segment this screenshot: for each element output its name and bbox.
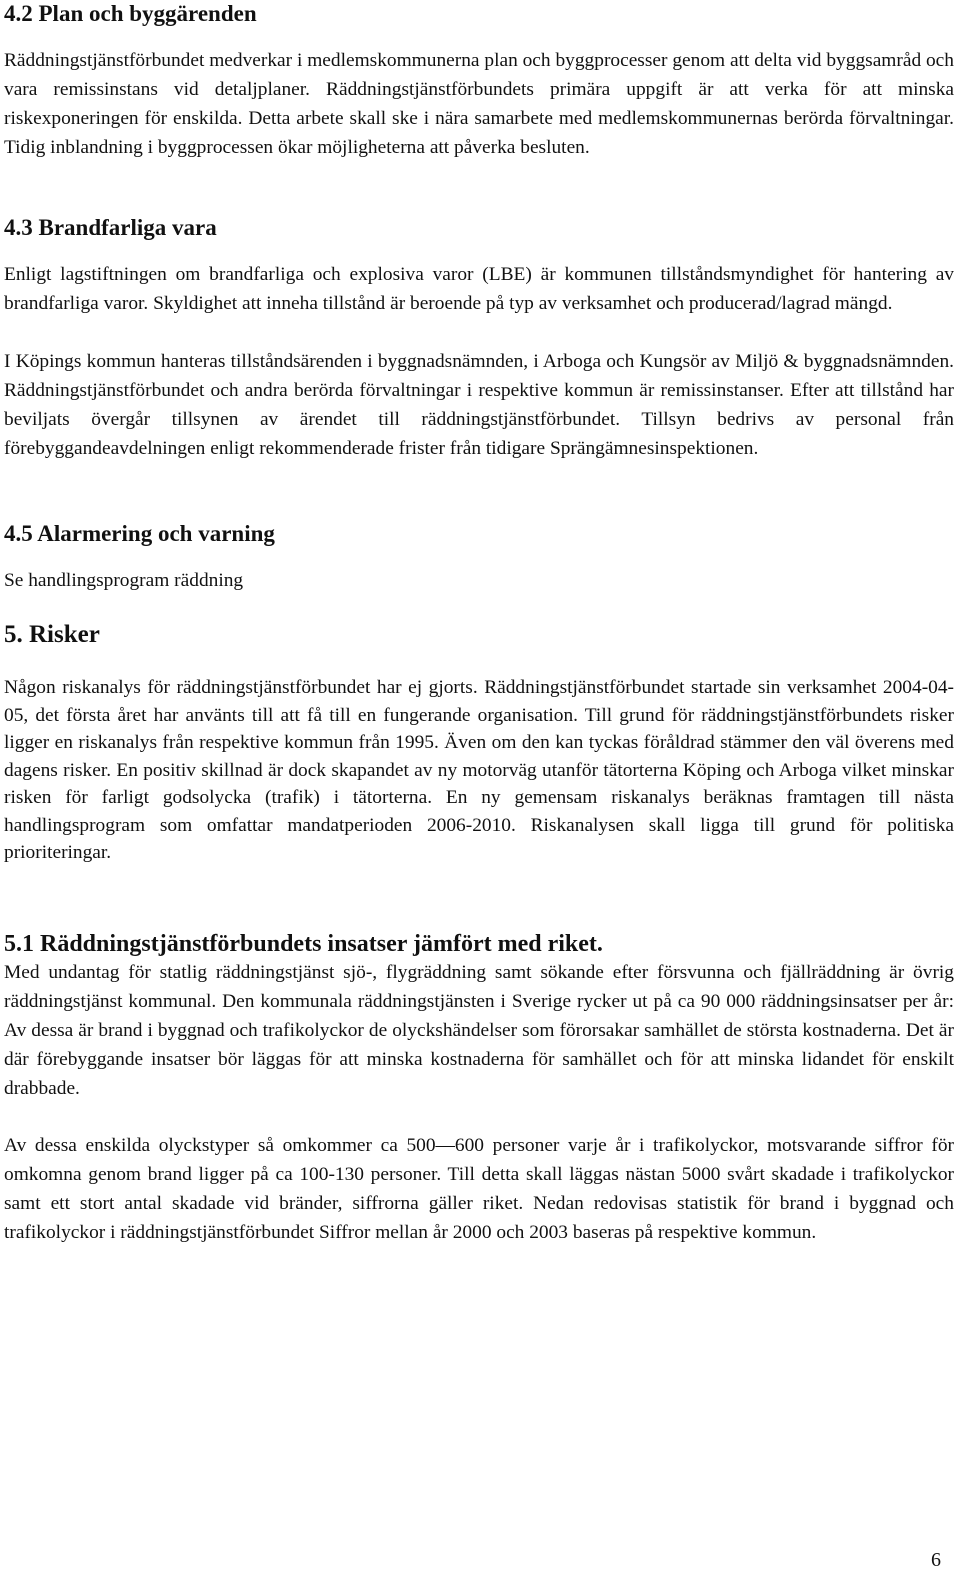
- section-body-4-3-para2: I Köpings kommun hanteras tillståndsärenden i byggnadsnämnden, i Arboga och Kungsör av Miljö & byggnadsnämnden. Räddningstjänstförbundet och andra berörda förvaltningar i respektive kommun är remissinstanser. Efter att tillstånd har beviljats övergår tillsynen av ärendet till räddningstjänstförbundet. Tillsyn bedrivs av personal från förebyggandeavdelningen enligt rekommenderade frister från tidigare Sprängämnesinspektionen.: [4, 351, 954, 459]
- section-heading-5-1: 5.1 Räddningstjänstförbundets insatser jämfört med riket.: [4, 931, 603, 957]
- section-body-4-3-para1: Enligt lagstiftningen om brandfarliga och explosiva varor (LBE) är kommunen tillståndsmyndighet för hantering av brandfarliga varor. Skyldighet att inneha tillstånd är beroende på typ av verksamhet och producerad/lagrad mängd.: [4, 264, 954, 314]
- section-body-5-1-para2: Av dessa enskilda olyckstyper så omkommer ca 500—600 personer varje år i trafikolyckor, motsvarande siffror för omkomna genom brand ligger på ca 100-130 personer. Till detta skall läggas nästan 5000 svårt skadade i trafikolyckor samt ett stort antal skadade vid bränder, siffrorna gäller riket. Nedan redovisas statistik för brand i byggnad och trafikolyckor i räddningstjänstförbundet Siffror mellan år 2000 och 2003 baseras på respektive kommun.: [4, 1135, 954, 1243]
- page-number: 6: [931, 1549, 941, 1571]
- section-body-5: Någon riskanalys för räddningstjänstförbundet har ej gjorts. Räddningstjänstförbundet startade sin verksamhet 2004-04-05, det första året har använts till att få till en fungerande organisation. Till grund för räddningstjänstförbundets risker ligger en riskanalys från respektive kommun från 1995. Även om den kan tyckas föråldrad stämmer den väl överens med dagens risker. En positiv skillnad är dock skapandet av ny motorväg utanför tätorterna Köping och Arboga vilket minskar risken för farligt godsolycka (trafik) i tätorterna. En ny gemensam riskanalys beräknas framtagen till nästa handlingsprogram som omfattar mandatperioden 2006-2010. Riskanalysen skall ligga till grund för politiska prioriteringar.: [4, 677, 954, 863]
- section-body-4-2: Räddningstjänstförbundet medverkar i medlemskommunerna plan och byggprocesser genom att delta vid byggsamråd och vara remissinstans vid detaljplaner. Räddningstjänstförbundets primära uppgift är att verka för att minska riskexponeringen för enskilda. Detta arbete skall ske i nära samarbete med medlemskommunernas berörda förvaltningar. Tidig inblandning i byggprocessen ökar möjligheterna att påverka besluten.: [4, 50, 954, 158]
- section-body-5-1-para1: Med undantag för statlig räddningstjänst sjö-, flygräddning samt sökande efter försvunna och fjällräddning är övrig räddningstjänst kommunal. Den kommunala räddningstjänsten i Sverige rycker ut på ca 90 000 räddningsinsatser per år: Av dessa är brand i byggnad och trafikolyckor de olyckshändelser som förorsakar samhället de största kostnaderna. Det är där förebyggande insatser bör läggas för att minska kostnaderna för samhället och för att minska lidandet för enskilt drabbade.: [4, 962, 954, 1099]
- section-heading-4-5: 4.5 Alarmering och varning: [4, 521, 275, 546]
- section-body-4-5: Se handlingsprogram räddning: [4, 570, 244, 591]
- section-heading-4-3: 4.3 Brandfarliga vara: [4, 215, 217, 240]
- section-heading-5: 5. Risker: [4, 621, 100, 648]
- section-heading-4-2: 4.2 Plan och byggärenden: [4, 1, 257, 26]
